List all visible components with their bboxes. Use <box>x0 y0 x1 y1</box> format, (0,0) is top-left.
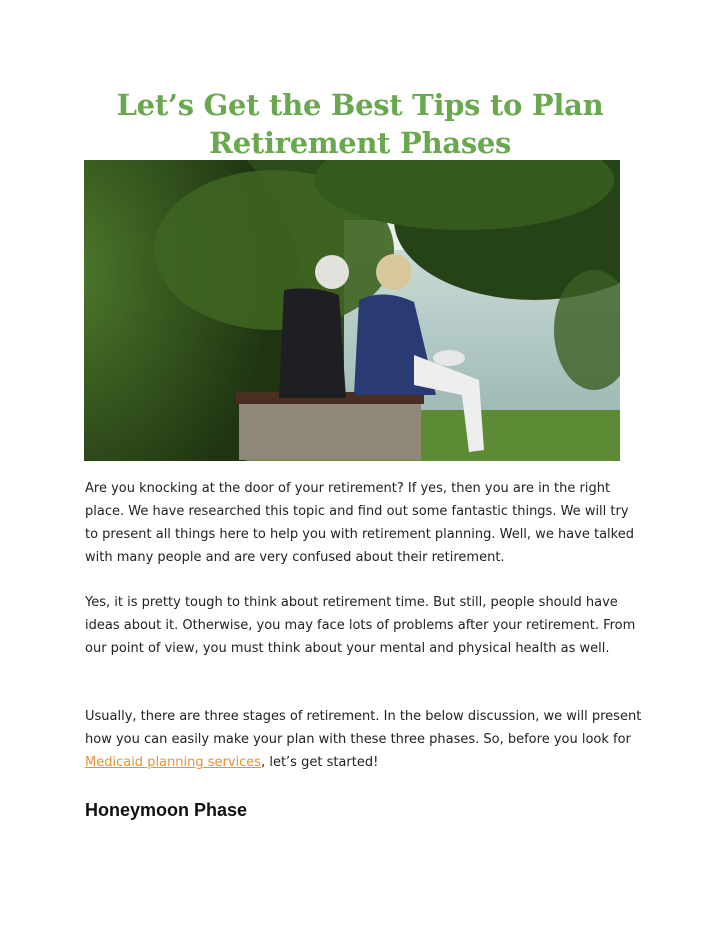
second-paragraph: Yes, it is pretty tough to think about retirement time. But still, people should have ideas about it. Otherwise, you may face lots of problems after your retirement. From our point of view, you must think about your mental and physical health as well. <box>85 595 636 656</box>
section-heading-honeymoon-phase: Honeymoon Phase <box>85 800 248 820</box>
medicaid-planning-services-link[interactable]: Medicaid planning services <box>85 755 262 770</box>
title-line-1: Let’s Get the Best Tips to Plan <box>116 88 604 122</box>
intro-paragraph: Are you knocking at the door of your retirement? If yes, then you are in the right place. We have researched this topic and find out some fantastic things. We will try to present all things here to help you with retirement planning. Well, we have talked with many people and are very confused about their retirement. <box>85 481 634 565</box>
retirement-couple-photo <box>84 160 620 461</box>
title-line-2: Retirement Phases <box>208 126 512 160</box>
third-paragraph-text-after-link: , let’s get started! <box>261 755 379 770</box>
third-paragraph <box>85 705 645 774</box>
third-paragraph-text-before-link: Usually, there are three stages of retirement. In the below discussion, we will present how you can easily make your plan with these three phases. So, before you look for <box>85 709 642 747</box>
document-title <box>60 86 660 162</box>
